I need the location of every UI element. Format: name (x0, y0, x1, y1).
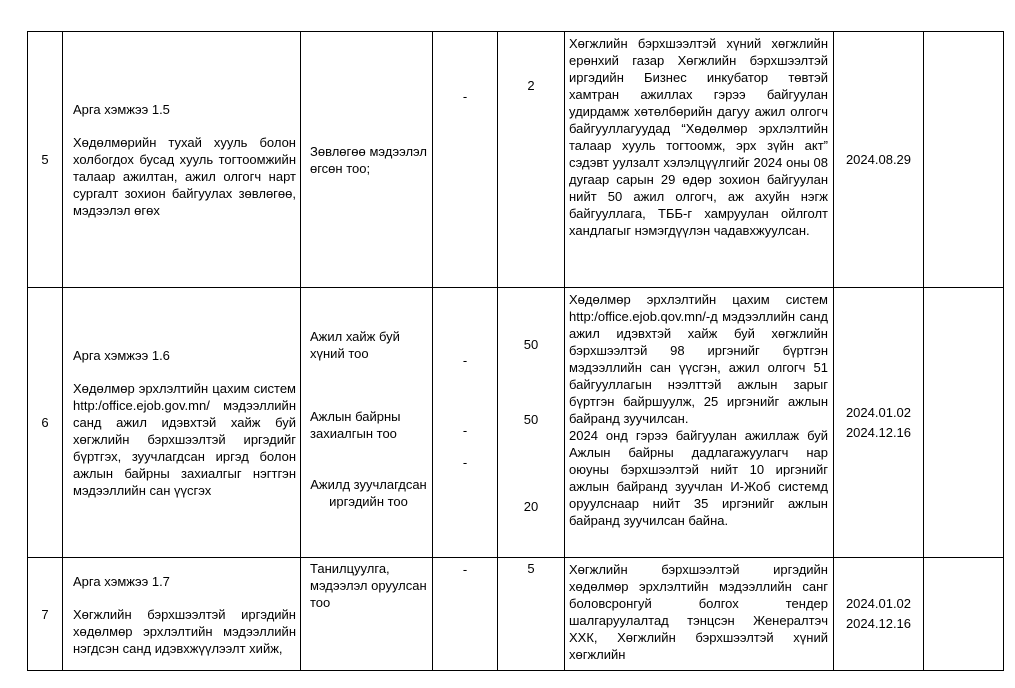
result-cell (565, 32, 834, 288)
result-cell (565, 558, 834, 671)
activity-text: Хөгжлийн бэрхшээлтэй иргэдийн хөдөлмөр эрхлэлтийн мэдээллийн нэгдсэн санд идэвхжүүлээлт хийж, (73, 607, 296, 656)
target-value: 2 (527, 78, 535, 93)
row-number: 6 (41, 415, 49, 430)
target-cell (498, 558, 565, 671)
result-paragraph: 2024 онд гэрээ байгуулан ажиллаж буй Ажлын байрны дадлагажуулагч нар оюуны бэрхшээлтэй нийт 10 иргэнийг ажлын байранд зуучлан И-Жоб системд оруулснаар нийт 35 иргэнийг ажлын байранд зуучилсан байна. (569, 428, 828, 528)
indicator-label: Зөвлөгөө мэдээлэл өгсөн тоо; (310, 143, 427, 176)
activity-title: Арга хэмжээ 1.5 (73, 101, 170, 117)
baseline-cell (433, 288, 498, 558)
target-cell (498, 32, 565, 288)
activity-text: Хөдөлмөр эрхлэлтийн цахим систем http:/office.ejob.gov.mn/ мэдээллийн санд ажил идэвхтэй хайж буй хөгжлийн бэрхшээлтэй иргэдийг бүртгэх, зуучлагдсан иргэд болон ажлын байрны захиалгыг нэгтгэн мэдээллийн сан үүсгэх (73, 380, 296, 498)
date-value: 2024.08.29 (845, 151, 912, 167)
activity-cell (63, 288, 301, 558)
indicator-label: Ажил хайж буй хүний тоо (310, 329, 400, 361)
baseline-dash: - (462, 353, 468, 368)
result-paragraph: Хөгжлийн бэрхшээлтэй иргэдийн хөдөлмөр эрхлэлтийн мэдээллийн санг боловсронгуй болгох тендер шалгаруулалтад тэнцсэн Женералтэч ХХК, Хөгжлийн бэрхшээлтэй хүний хөгжлийн (569, 562, 828, 662)
result-paragraph: Хөдөлмөр эрхлэлтийн цахим систем http:/office.ejob.qov.mn/-д мэдээллийн санд ажил идэвхтэй хайж буй хөгжлийн бэрхшээлтэй 98 иргэнийг бүртгэн мэдээллийн сан үүсгэн, ажил олгогч 51 байгууллагын нээлттэй ажлын зарыг бүртгэн байршуулж, 25 иргэнийг ажлын байранд зуучилсан. (569, 292, 828, 426)
table-row (28, 558, 1004, 671)
report-table (27, 31, 1004, 671)
target-value: 5 (527, 561, 535, 576)
empty-cell (924, 558, 1004, 671)
table-row (28, 32, 1004, 288)
target-value: 20 (523, 499, 539, 514)
date-cell (834, 288, 924, 558)
row-number: 5 (41, 152, 49, 167)
row-number: 7 (41, 606, 49, 622)
baseline-dash: - (462, 423, 468, 438)
date-value: 2024.12.16 (845, 424, 912, 440)
date-value: 2024.01.02 (845, 404, 912, 420)
indicator-label: Танилцуулга, мэдээлэл оруулсан тоо (310, 561, 427, 610)
target-value: 50 (523, 337, 539, 352)
date-cell (834, 32, 924, 288)
indicator-cell (301, 288, 433, 558)
row-number-cell (28, 558, 63, 671)
activity-cell (63, 558, 301, 671)
date-cell (834, 558, 924, 671)
baseline-dash: - (462, 89, 468, 104)
activity-text: Хөдөлмөрийн тухай хууль болон холбогдох бусад хууль тогтоомжийн талаар ажилтан, ажил олгогч нарт сургалт зохион байгуулах зөвлөгөө, мэдээлэл өгөх (73, 134, 296, 218)
date-value: 2024.12.16 (845, 616, 912, 631)
date-value: 2024.01.02 (845, 596, 912, 611)
indicator-cell (301, 558, 433, 671)
activity-title: Арга хэмжээ 1.7 (73, 574, 170, 589)
table-row (28, 288, 1004, 558)
result-paragraph: Хөгжлийн бэрхшээлтэй хүний хөгжлийн ерөнхий газар Хөгжлийн бэрхшээлтэй иргэдийн Бизнес инкубатор төвтэй хамтран ажиллах гэрээ байгуулан удирдамж хөтөлбөрийн дагуу ажил олгогч байгууллагуудад “Хөдөлмөр эрхлэлтийн талаар хууль тогтоомж, эрх зүйн акт” сэдэвт уулзалт хэлэлцүүлгийг 2024 оны 08 дугаар сарын 29 өдөр зохион байгуулан нийт 50 ажил олгогч, аж ахуйн нэгж байгууллага, ТББ-г хамруулан ойлголт хандлагыг нэмэгдүүлэн чадавхжуулсан. (569, 36, 828, 238)
indicator-label: Ажилд зуучлагдсан иргэдийн тоо (310, 477, 427, 509)
target-value: 50 (523, 412, 539, 427)
baseline-cell (433, 558, 498, 671)
empty-cell (924, 32, 1004, 288)
indicator-cell (301, 32, 433, 288)
row-number-cell (28, 32, 63, 288)
result-cell (565, 288, 834, 558)
baseline-cell (433, 32, 498, 288)
empty-cell (924, 288, 1004, 558)
baseline-dash: - (462, 455, 468, 470)
indicator-label: Ажлын байрны захиалгын тоо (310, 409, 401, 441)
row-number-cell (28, 288, 63, 558)
target-cell (498, 288, 565, 558)
baseline-dash: - (462, 562, 468, 577)
activity-cell (63, 32, 301, 288)
activity-title: Арга хэмжээ 1.6 (73, 347, 170, 363)
